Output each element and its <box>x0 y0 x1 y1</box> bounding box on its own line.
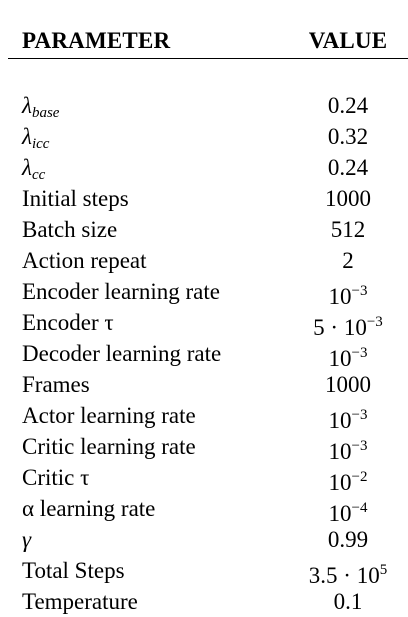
parameter-cell: Total Steps <box>22 558 125 583</box>
table-row <box>8 400 408 431</box>
math-symbol: λ <box>22 93 32 118</box>
parameter-cell: Decoder learning rate <box>22 341 222 366</box>
header-rule <box>8 58 408 59</box>
table-body <box>8 90 408 617</box>
math-symbol: λ <box>22 155 32 180</box>
math-subscript: icc <box>31 136 50 152</box>
math-symbol: γ <box>22 527 32 552</box>
value-exponent: −3 <box>366 314 383 330</box>
value-cell: 512 <box>330 217 366 242</box>
table-row <box>8 245 408 276</box>
parameter-cell: Critic learning rate <box>22 434 196 459</box>
value-cell: 0.99 <box>327 527 369 552</box>
parameter-cell: Action repeat <box>22 248 147 273</box>
value-base: 10 <box>328 439 352 464</box>
table-row <box>8 307 408 338</box>
math-subscript: cc <box>31 167 46 183</box>
table-row <box>8 121 408 152</box>
parameter-cell <box>22 524 31 555</box>
table-row <box>8 555 408 586</box>
table-row <box>8 276 408 307</box>
value-cell: 0.1 <box>333 589 363 614</box>
value-base: 10 <box>328 470 352 495</box>
parameter-cell: Initial steps <box>22 186 129 211</box>
table-row <box>8 369 408 400</box>
value-base: 10 <box>328 501 352 526</box>
value-exponent: −4 <box>351 500 368 516</box>
value-exponent: −3 <box>351 283 368 299</box>
value-coefficient: 5 · <box>313 315 344 340</box>
value-exponent: −3 <box>351 407 368 423</box>
value-exponent: −3 <box>351 345 368 361</box>
parameter-cell: Batch size <box>22 217 118 242</box>
parameter-cell: Actor learning rate <box>22 403 196 428</box>
table-row <box>8 431 408 462</box>
value-exponent: −2 <box>351 469 368 485</box>
value-base: 10 <box>328 408 352 433</box>
value-base: 10 <box>328 284 352 309</box>
value-cell: 1000 <box>325 372 371 397</box>
value-cell: 2 <box>342 248 354 273</box>
table-row <box>8 214 408 245</box>
parameter-cell: Encoder τ <box>22 310 114 335</box>
parameter-cell: Encoder learning rate <box>22 279 220 304</box>
table-row <box>8 183 408 214</box>
table-row <box>8 152 408 183</box>
value-cell: 0.24 <box>327 93 369 118</box>
value-exponent: −3 <box>351 438 368 454</box>
math-subscript: base <box>31 105 60 121</box>
table-row <box>8 586 408 617</box>
value-cell: 0.32 <box>327 124 369 149</box>
value-cell: 1000 <box>325 186 371 211</box>
math-symbol: λ <box>22 124 32 149</box>
header-parameter: PARAMETER <box>22 28 171 53</box>
value-cell: 0.24 <box>327 155 369 180</box>
table-row <box>8 524 408 555</box>
parameter-cell: α learning rate <box>22 496 156 521</box>
table-header <box>8 24 408 56</box>
hyperparameter-table <box>8 24 408 614</box>
parameter-cell: Temperature <box>22 589 138 614</box>
value-exponent: 5 <box>379 562 388 578</box>
table-row <box>8 90 408 121</box>
header-value: VALUE <box>308 28 388 53</box>
parameter-cell: Frames <box>22 372 90 397</box>
table-row <box>8 462 408 493</box>
value-coefficient: 3.5 · <box>308 563 357 588</box>
table-row <box>8 338 408 369</box>
parameter-cell: Critic τ <box>22 465 90 490</box>
table-row <box>8 493 408 524</box>
value-base: 10 <box>328 346 352 371</box>
value-base: 10 <box>356 563 380 588</box>
value-base: 10 <box>343 315 367 340</box>
